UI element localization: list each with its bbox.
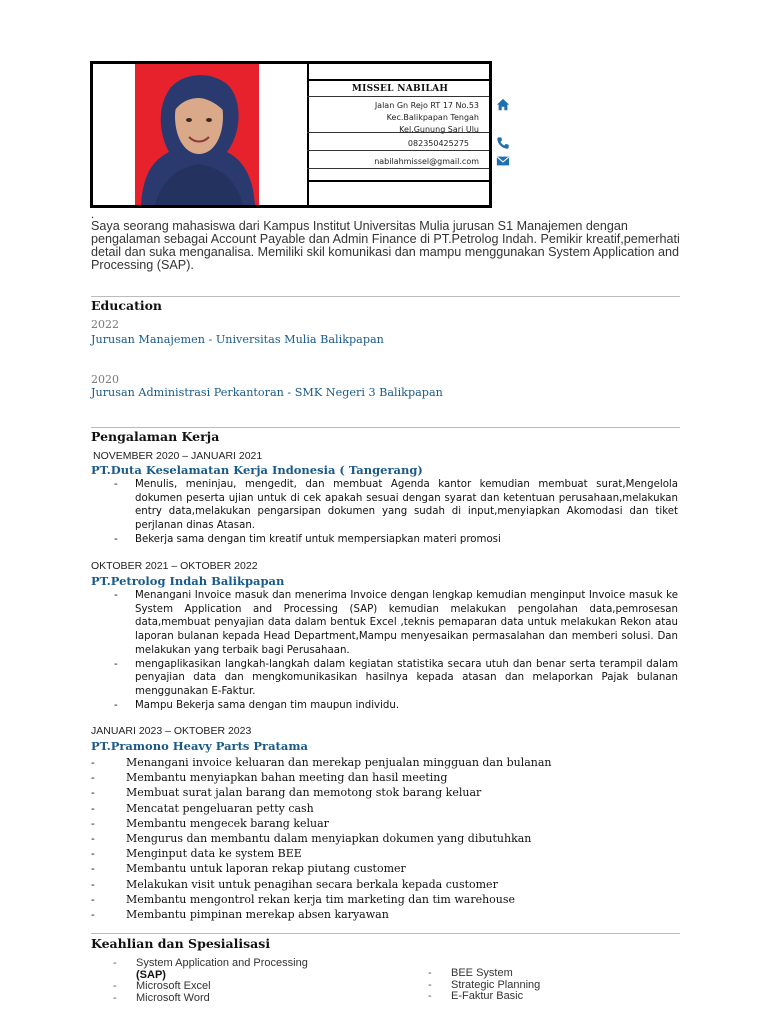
- job-period: JANUARI 2023 – OKTOBER 2023: [91, 725, 252, 737]
- section-rule: [91, 427, 680, 428]
- job-company: PT.Petrolog Indah Balikpapan: [91, 574, 285, 588]
- mail-icon: [496, 154, 510, 168]
- summary-dot: .: [91, 210, 95, 221]
- list-item: - Membuat surat jalan barang dan memotong stok barang keluar: [91, 785, 552, 800]
- profile-photo: [135, 64, 259, 205]
- phone-icon: [496, 136, 510, 150]
- list-item: - Membantu untuk laporan rekap piutang customer: [91, 861, 552, 876]
- job-company: PT.Pramono Heavy Parts Pratama: [91, 739, 308, 753]
- email-address: nabilahmissel@gmail.com: [374, 157, 479, 166]
- list-item: - Membantu pimpinan merekap absen karyawan: [91, 907, 552, 922]
- skill-name: System Application and Processing: [136, 957, 308, 969]
- list-item: - Membantu mengecek barang keluar: [91, 816, 552, 831]
- skills-list-left: [113, 958, 308, 1004]
- list-item: [113, 958, 308, 981]
- list-item: - Mencatat pengeluaran petty cash: [91, 801, 552, 816]
- skill-name: Strategic Planning: [451, 978, 541, 991]
- home-icon: [496, 98, 510, 112]
- education-year: 2020: [91, 373, 119, 386]
- list-item: [113, 993, 308, 1005]
- experience-title: Pengalaman Kerja: [91, 429, 220, 444]
- education-program: Jurusan Administrasi Perkantoran - SMK Negeri 3 Balikpapan: [91, 386, 443, 399]
- list-item: - mengaplikasikan langkah-langkah dalam kegiatan statistika secara utuh dan benar serta terampil dalam penyajian data dan mengkomunikasikan hasilnya kepada atasan dan melaporkan Pajak bulanan menggunakan E-Faktur.: [114, 658, 678, 699]
- list-item: - Menangani Invoice masuk dan menerima Invoice dengan lengkap kemudian menginput Invoice masuk ke System Application and Processing (SAP) kemudian melakukan pengolahan data,pemrosesan data,membuat penyajian data dalam bentuk Excel ,teknis pemaparan data untuk melakukan Rekon atau laporan bulanan kepada Head Department,Mampu menyesaikan permasalahan dan memberi solusi. Dan melakukan yang terbaik bagi Perusahaan.: [114, 589, 678, 658]
- address-block: [375, 100, 479, 136]
- list-item: - Membantu mengontrol rekan kerja tim marketing dan tim warehouse: [91, 892, 552, 907]
- job-period: NOVEMBER 2020 – JANUARI 2021: [93, 450, 263, 462]
- job-period: OKTOBER 2021 – OKTOBER 2022: [91, 560, 258, 572]
- skills-list-right: [428, 968, 540, 1003]
- address-line: Kec.Balikpapan Tengah: [386, 113, 479, 122]
- list-item: - Mampu Bekerja sama dengan tim maupun individu.: [114, 699, 678, 713]
- list-item: - Menangani invoice keluaran dan merekap penjualan mingguan dan bulanan: [91, 755, 552, 770]
- education-year: 2022: [91, 318, 119, 331]
- list-item: - Bekerja sama dengan tim kreatif untuk mempersiapkan materi promosi: [114, 533, 678, 547]
- address-line: Kel.Gunung Sari Ulu: [399, 125, 479, 134]
- skills-title: Keahlian dan Spesialisasi: [91, 936, 271, 951]
- skill-abbrev: (SAP): [136, 968, 166, 981]
- header-divider: [307, 150, 489, 151]
- job-task-list: [114, 589, 678, 712]
- profile-summary: Saya seorang mahasiswa dari Kampus Institut Universitas Mulia jurusan S1 Manajemen dengan pengalaman sebagai Account Payable dan Admin Finance di PT.Petrolog Indah. Pemikir kreatif,pemerhati detail dan suka menganalisa. Memiliki skil komunikasi dan mampu menggunakan System Application and Processing (SAP).: [91, 219, 680, 272]
- section-rule: [91, 933, 680, 934]
- list-item: - Melakukan visit untuk penagihan secara berkala kepada customer: [91, 877, 552, 892]
- skill-name: BEE System: [451, 967, 513, 979]
- skill-name: Microsoft Word: [136, 991, 210, 1004]
- header-divider: [307, 168, 489, 169]
- education-title: Education: [91, 298, 163, 313]
- candidate-name: MISSEL NABILAH: [351, 84, 449, 94]
- job-task-list: [91, 755, 552, 922]
- address-line: Jalan Gn Rejo RT 17 No.53: [374, 101, 479, 110]
- education-program: Jurusan Manajemen - Universitas Mulia Balikpapan: [91, 333, 384, 346]
- list-item: - Membantu menyiapkan bahan meeting dan hasil meeting: [91, 770, 552, 785]
- header-divider: [307, 180, 489, 182]
- list-item: - Menginput data ke system BEE: [91, 846, 552, 861]
- list-item: [428, 991, 540, 1003]
- job-company: PT.Duta Keselamatan Kerja Indonesia ( Tangerang): [91, 463, 423, 477]
- list-item: - Mengurus dan membantu dalam menyiapkan dokumen yang dibutuhkan: [91, 831, 552, 846]
- phone-number: 082350425275: [407, 139, 469, 148]
- skill-name: E-Faktur Basic: [451, 990, 524, 1002]
- header-divider: [307, 96, 489, 97]
- section-rule: [91, 296, 680, 297]
- job-task-list: [114, 478, 678, 547]
- skill-name: Microsoft Excel: [136, 980, 211, 992]
- header-divider: [307, 79, 489, 81]
- list-item: - Menulis, meninjau, mengedit, dan membuat Agenda kantor kemudian membuat surat,Mengelola dokumen peserta ujian untuk di cek apakah sesuai dengan syarat dan ketentuan perusahaan,melakukan entry data,melakukan pengarsipan dokumen yang sudah di input,menyiapkan Akomodasi dan tiket perjlanan dinas Atasan.: [114, 478, 678, 533]
- header-box: [90, 61, 492, 208]
